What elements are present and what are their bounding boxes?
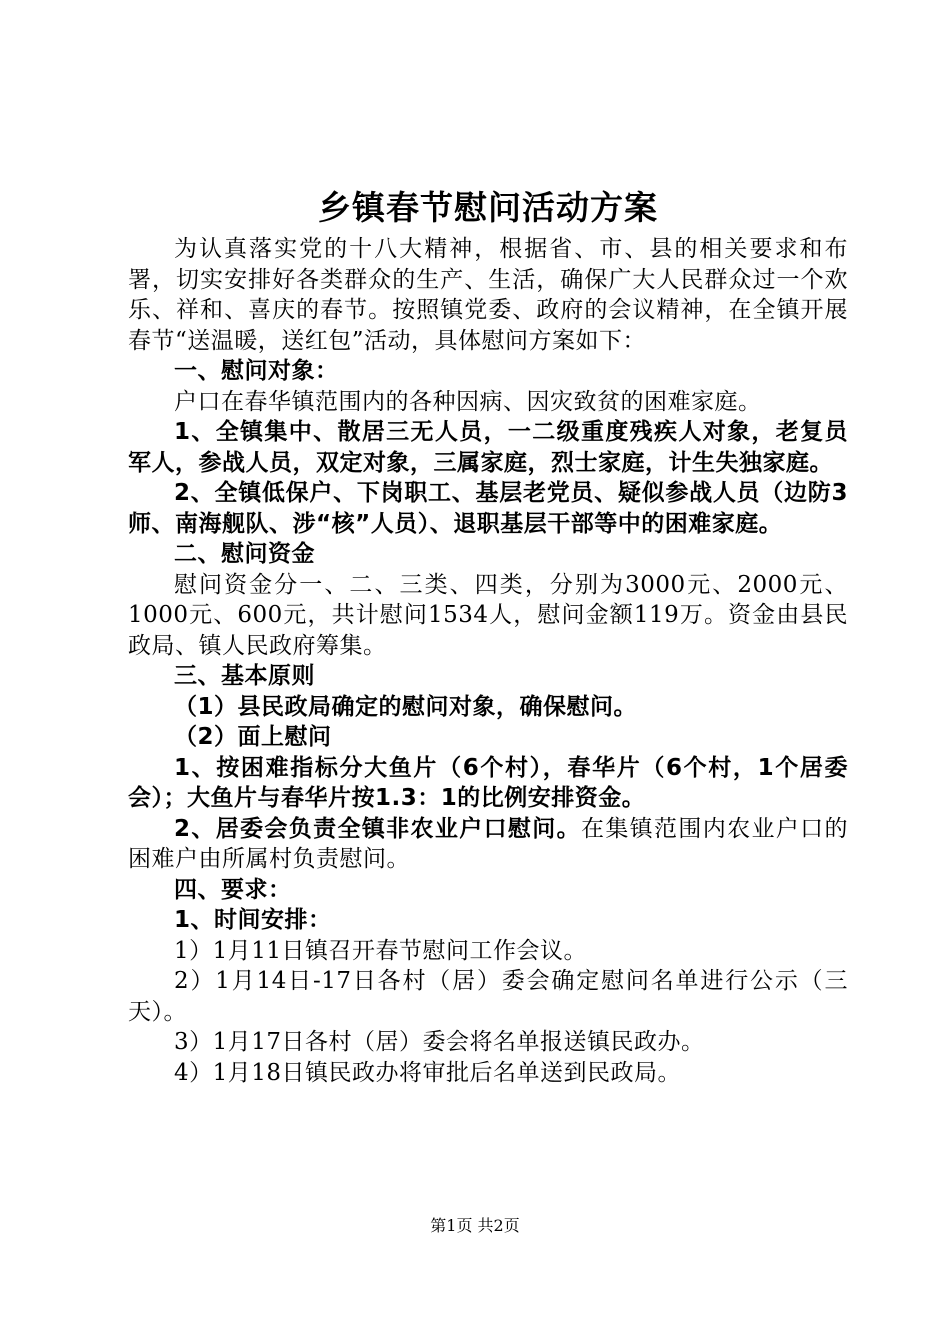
targets-description: 户口在春华镇范围内的各种因病、因灾致贫的困难家庭。 <box>174 388 762 415</box>
schedule-item-3: 3）1月17日各村（居）委会将名单报送镇民政办。 <box>174 1029 705 1055</box>
schedule-item-4: 4）1月18日镇民政办将审批后名单送到民政局。 <box>174 1059 682 1086</box>
section-heading-funds: 二、慰问资金 <box>174 541 315 567</box>
section-heading-targets: 一、慰问对象： <box>174 358 339 384</box>
section-heading-requirements: 四、要求： <box>174 876 292 903</box>
funds-description: 慰问资金分一、二、三类、四类，分别为3000元、2000元、1000元、600元，共计慰问1534人，慰问金额119万。资金由县民政局、镇人民政府筹集。 <box>128 571 848 659</box>
schedule-heading: 1、时间安排： <box>174 907 332 933</box>
schedule-item-2: 2）1月14日-17日各村（居）委会确定慰问名单进行公示（三天）。 <box>128 968 848 1025</box>
targets-item-2: 2、全镇低保户、下岗职工、基层老党员、疑似参战人员（边防3师、南海舰队、涉“核”人员）、退职基层干部等中的困难家庭。 <box>128 480 848 537</box>
intro-paragraph: 为认真落实党的十八大精神，根据省、市、县的相关要求和布署，切实安排好各类群众的生产、生活，确保广大人民群众过一个欢乐、祥和、喜庆的春节。按照镇党委、政府的会议精神，在全镇开展春节“送温暖，送红包”活动，具体慰问方案如下： <box>128 236 848 354</box>
principle-item-2: （2）面上慰问 <box>174 724 332 750</box>
principle-subitem-1: 1、按困难指标分大鱼片（6个村），春华片（6个村，1个居委会）；大鱼片与春华片按1.3：1的比例安排资金。 <box>128 754 848 811</box>
principle-subitem-2 <box>128 814 848 875</box>
page-footer: 第1页 共2页 <box>430 1216 520 1235</box>
targets-item-1: 1、全镇集中、散居三无人员，一二级重度残疾人对象，老复员军人，参战人员，双定对象，三属家庭，烈士家庭，计生失独家庭。 <box>128 419 848 476</box>
principle-subitem-2-bold: 2、居委会负责全镇非农业户口慰问。 <box>174 815 581 842</box>
principle-subitem-2-rest: 在集镇范围内农业户口的困难户由所属村负责慰问。 <box>128 815 848 872</box>
schedule-item-1: 1）1月11日镇召开春节慰问工作会议。 <box>174 937 588 964</box>
principle-item-1: （1）县民政局确定的慰问对象，确保慰问。 <box>174 693 638 720</box>
document-title: 乡镇春节慰问活动方案 <box>318 188 658 227</box>
section-heading-principles: 三、基本原则 <box>174 663 315 689</box>
document-page <box>128 182 848 1088</box>
